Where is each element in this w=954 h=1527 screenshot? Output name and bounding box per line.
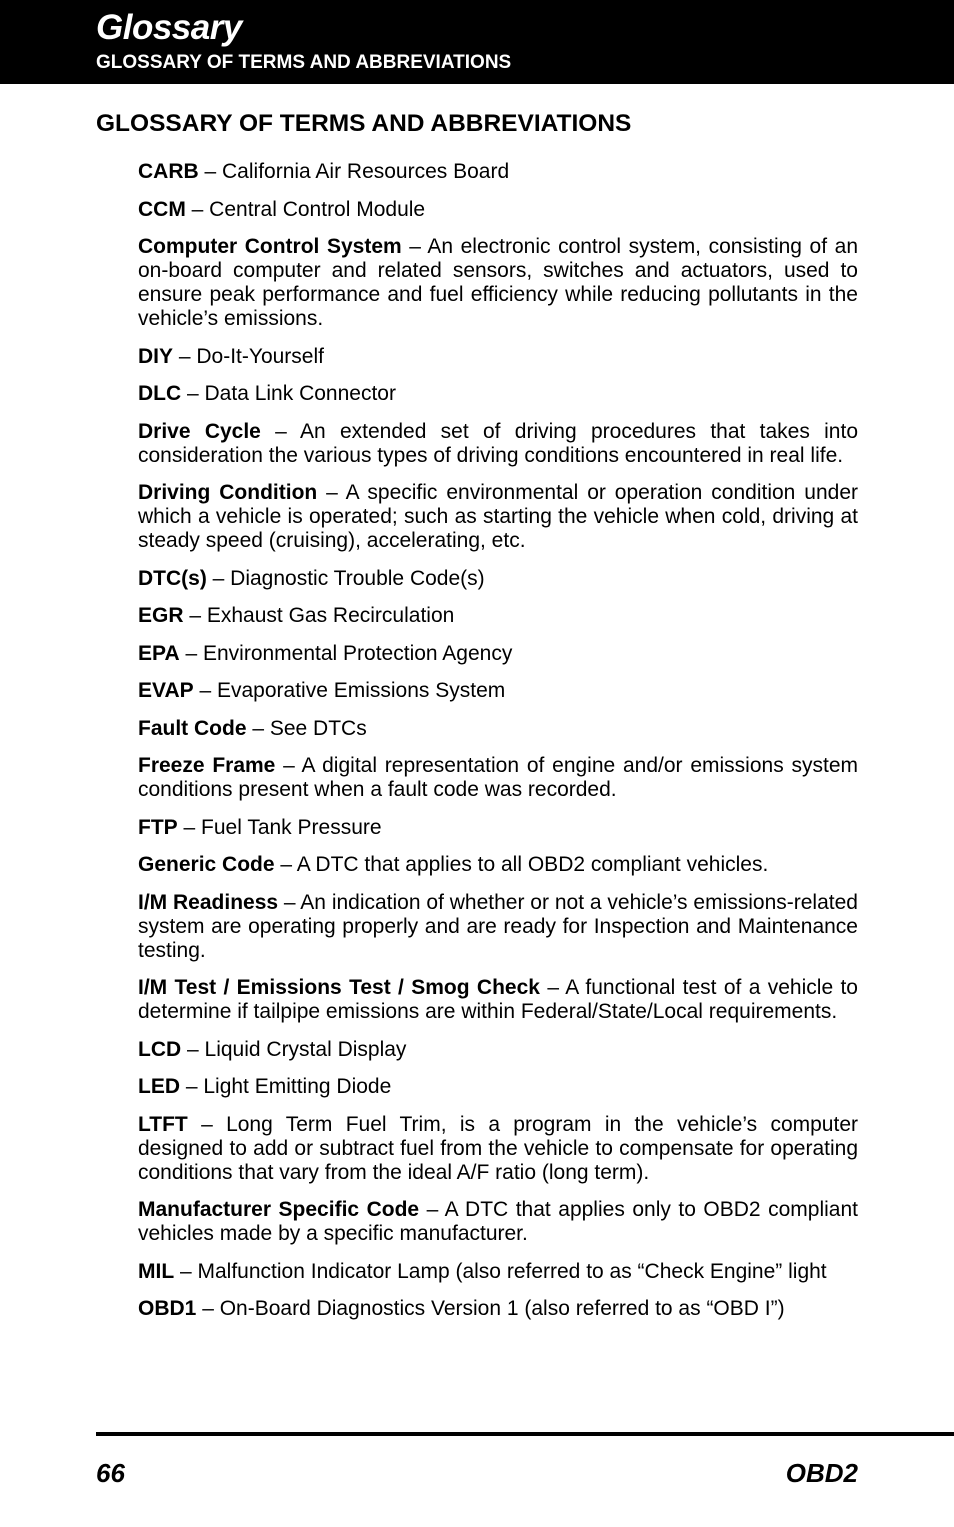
header-title: Glossary	[96, 8, 242, 47]
glossary-term: FTP	[138, 815, 178, 839]
glossary-term: Generic Code	[138, 853, 275, 876]
glossary-term: I/M Readiness	[138, 890, 279, 914]
glossary-entry	[138, 754, 858, 802]
glossary-term: Drive Cycle	[138, 419, 261, 443]
glossary-definition: – A DTC that applies only to OBD2 compliant vehicles made by a specific manufacturer.	[138, 1198, 858, 1245]
glossary-term: DLC	[138, 382, 182, 405]
glossary-entry	[138, 1075, 858, 1099]
glossary-definition: – Malfunction Indicator Lamp (also referred to as “Check Engine” light	[174, 1259, 827, 1283]
glossary-entry	[138, 567, 858, 591]
glossary-term: OBD1	[138, 1297, 197, 1320]
glossary-entry	[138, 481, 858, 553]
glossary-entry	[138, 642, 858, 666]
glossary-term: CARB	[138, 160, 199, 183]
glossary-definition: – Data Link Connector	[181, 382, 396, 405]
glossary-definition: – Exhaust Gas Recirculation	[183, 604, 455, 627]
glossary-term: Fault Code	[138, 716, 247, 740]
section-heading: GLOSSARY OF TERMS AND ABBREVIATIONS	[96, 110, 632, 137]
glossary-definition: – A digital representation of engine and/or emissions system conditions present when a fault code was recorded.	[138, 754, 858, 801]
header-subtitle: GLOSSARY OF TERMS AND ABBREVIATIONS	[96, 52, 512, 73]
glossary-entry	[138, 345, 858, 369]
glossary-entry	[138, 1198, 858, 1246]
glossary-entry	[138, 420, 858, 468]
glossary-definition: – An extended set of driving procedures that takes into consideration the various types of driving conditions encountered in real life.	[138, 419, 858, 467]
page-number: 66	[96, 1458, 125, 1488]
glossary-term: DTC(s)	[138, 566, 207, 590]
page-header	[0, 0, 954, 84]
glossary-entry	[138, 679, 858, 703]
glossary-definition: – California Air Resources Board	[198, 160, 510, 183]
glossary-entry	[138, 976, 858, 1024]
glossary-term: Manufacturer Specific Code	[138, 1198, 420, 1221]
glossary-definition: – See DTCs	[246, 716, 367, 740]
glossary-definition: – Environmental Protection Agency	[179, 641, 513, 665]
glossary-entry	[138, 1113, 858, 1185]
glossary-entry	[138, 717, 858, 741]
glossary-entry	[138, 235, 858, 331]
glossary-definition: – Liquid Crystal Display	[181, 1037, 407, 1061]
glossary-entry	[138, 1038, 858, 1062]
glossary-entry	[138, 160, 858, 184]
glossary-entry	[138, 816, 858, 840]
glossary-definition: – Evaporative Emissions System	[193, 679, 506, 702]
glossary-term: LTFT	[138, 1112, 188, 1136]
glossary-term: DIY	[138, 344, 174, 368]
glossary-entry	[138, 1297, 858, 1321]
glossary-term: LED	[138, 1075, 180, 1098]
glossary-definition: – Light Emitting Diode	[180, 1075, 392, 1098]
glossary-term: EVAP	[138, 679, 194, 702]
glossary-definition: – A specific environmental or operation condition under which a vehicle is operated; such as starting the vehicle when cold, driving at steady speed (cruising), accelerating, etc.	[138, 481, 858, 552]
glossary-term: EGR	[138, 604, 184, 627]
product-name: OBD2	[785, 1458, 858, 1488]
glossary-term: LCD	[138, 1037, 182, 1061]
glossary-term: EPA	[138, 641, 180, 665]
glossary-list	[138, 160, 858, 1335]
glossary-entry	[138, 1260, 858, 1284]
glossary-term: I/M Test / Emissions Test / Smog Check	[138, 976, 540, 999]
glossary-definition: – An indication of whether or not a vehicle’s emissions-related system are operating properly and are ready for Inspection and Maintenance testing.	[138, 890, 858, 962]
glossary-definition: – A functional test of a vehicle to determine if tailpipe emissions are within Federal/State/Local requirements.	[138, 976, 858, 1023]
glossary-entry	[138, 604, 858, 628]
glossary-definition: – Diagnostic Trouble Code(s)	[206, 566, 485, 590]
glossary-entry	[138, 198, 858, 222]
glossary-term: Driving Condition	[138, 481, 318, 504]
glossary-definition: – Do-It-Yourself	[173, 344, 324, 368]
glossary-definition: – Long Term Fuel Trim, is a program in the vehicle’s computer designed to add or subtract fuel from the vehicle to compensate for operating conditions that vary from the ideal A/F ratio (long term).	[138, 1112, 858, 1184]
glossary-entry	[138, 853, 858, 877]
glossary-entry	[138, 382, 858, 406]
glossary-definition: – Central Control Module	[185, 197, 426, 221]
glossary-term: Computer Control System	[138, 235, 402, 258]
glossary-term: MIL	[138, 1259, 175, 1283]
glossary-term: CCM	[138, 197, 186, 221]
glossary-term: Freeze Frame	[138, 754, 276, 777]
footer-divider	[96, 1432, 954, 1436]
glossary-entry	[138, 891, 858, 963]
glossary-definition: – Fuel Tank Pressure	[177, 815, 382, 839]
glossary-definition: – On-Board Diagnostics Version 1 (also referred to as “OBD I”)	[196, 1297, 785, 1320]
glossary-definition: – An electronic control system, consisting of an on-board computer and related sensors, switches and actuators, used to ensure peak performance and fuel efficiency while reducing pollutants in the vehicle’s emissions.	[138, 235, 858, 330]
glossary-definition: – A DTC that applies to all OBD2 compliant vehicles.	[274, 853, 769, 876]
